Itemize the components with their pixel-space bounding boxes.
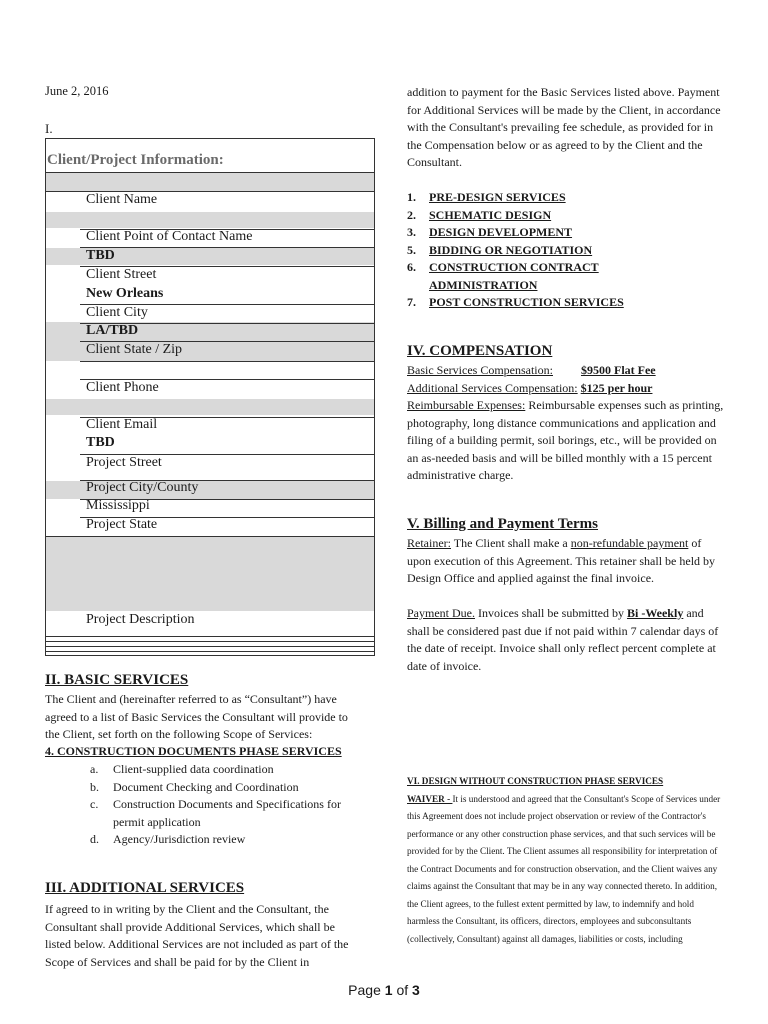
form-rule <box>46 641 374 642</box>
payment-due-paragraph: Payment Due. Invoices shall be submitted by Bi -Weekly and shall be considered past due if not paid within 7 calendar days of the date of receipt. Invoice shall only reflect percent complete at date of invoice. <box>407 606 719 673</box>
client-city-value: LA/TBD <box>86 323 139 338</box>
retainer-paragraph: Retainer: The Client shall make a non-refundable payment of upon execution of this Agreement. This retainer shall be held by Design Office and applied against the final invoice. <box>407 536 716 585</box>
billing-payment-heading: V. Billing and Payment Terms <box>407 516 599 532</box>
page-total: 3 <box>412 982 420 998</box>
section-6-body: WAIVER - It is understood and agreed that the Consultant's Scope of Services under this Agreement does not include project observation or review of the Contractor's performance or any other construction phase services, and that such services will be provided for by the Client. The Client assumes all responsibility for interpretation of the Contract Documents and for construction observation, and the Client waives any claims against the Consultant that may be in any way connected thereto. In addition, the Client agrees, to the fullest extent permitted by law, to indemnify and hold harmless the Consultant, its officers, directors, employees and subconsultants (collectively, Consultant) against all damages, liabilities or costs, including <box>407 793 721 944</box>
form-rule <box>46 636 374 637</box>
construction-docs-subheading: 4. CONSTRUCTION DOCUMENTS PHASE SERVICES <box>45 744 342 758</box>
client-contact-value: TBD <box>86 248 115 263</box>
basic-services-list <box>90 761 360 849</box>
additional-services-continued: addition to payment for the Basic Services listed above. Payment for Additional Services will be made by the Client, in accordance with the Consultant's prevailing fee schedule, as provided for in the Compensation below or as agreed to by the Client and the Consultant. <box>407 85 721 169</box>
additional-services-heading: III. ADDITIONAL SERVICES <box>45 880 245 896</box>
client-phone-label: Client Phone <box>86 380 159 395</box>
basic-services-heading: II. BASIC SERVICES <box>45 672 189 688</box>
additional-services-body: If agreed to in writing by the Client and the Consultant, the Consultant shall provide Additional Services, which shall be listed below. Additional Services are not included as part of the Scope of Services and shall be paid for by the Client in <box>45 902 349 969</box>
compensation-heading: IV. COMPENSATION <box>407 343 553 359</box>
form-rule <box>46 646 374 647</box>
additional-services-list <box>407 189 707 312</box>
list-item: 7. POST CONSTRUCTION SERVICES <box>407 295 624 309</box>
project-city-county-label: Project City/County <box>86 480 199 495</box>
project-city-county-value: Mississippi <box>86 498 150 513</box>
client-city-label: Client City <box>86 305 148 320</box>
additional-compensation-row: Additional Services Compensation: $125 per hour <box>407 380 653 395</box>
compensation-block <box>407 362 727 485</box>
list-item: c. Construction Documents and Specifications for permit application <box>90 797 341 829</box>
project-description-label: Project Description <box>86 612 195 627</box>
list-item: 3. DESIGN DEVELOPMENT <box>407 225 573 239</box>
page-number: 1 <box>384 982 393 998</box>
form-rule <box>80 361 374 362</box>
client-email-label: Client Email <box>86 417 158 432</box>
document-date: June 2, 2016 <box>45 84 109 98</box>
form-band <box>46 399 374 415</box>
reimbursable-expenses-row: Reimbursable Expenses: Reimbursable expenses such as printing, photography, long distance communications and application and filing of a building permit, soil borings, etc., will be provided on an as-needed basis and will be billed monthly with a 15 percent administrative charge. <box>407 398 724 482</box>
project-state-label: Project State <box>86 517 158 532</box>
client-state-zip-label: Client State / Zip <box>86 342 183 357</box>
section-6-heading: VI. DESIGN WITHOUT CONSTRUCTION PHASE SERVICES <box>407 776 664 786</box>
list-item: a. Client-supplied data coordination <box>90 762 274 776</box>
form-band <box>46 536 374 611</box>
list-item: 2. SCHEMATIC DESIGN <box>407 207 552 222</box>
client-project-info-title: Client/Project Information: <box>47 152 224 168</box>
design-without-construction-section <box>407 773 725 948</box>
form-rule <box>46 651 374 652</box>
client-name-label: Client Name <box>86 192 158 207</box>
form-band <box>46 212 374 228</box>
client-email-value: TBD <box>86 435 115 450</box>
basic-services-body: The Client and (hereinafter referred to as “Consultant”) have agreed to a list of Basic Services the Consultant will provide to the Client, set forth on the following Scope of Services: <box>45 692 348 741</box>
form-rule <box>80 247 374 248</box>
section-1-numeral: I. <box>45 121 53 136</box>
basic-compensation-row: Basic Services Compensation: $9500 Flat Fee <box>407 363 656 377</box>
client-street-value: New Orleans <box>86 286 164 301</box>
form-rule <box>46 172 374 173</box>
list-item: 1. PRE-DESIGN SERVICES <box>407 190 566 204</box>
page-footer: Page 1 of 3 <box>348 982 420 998</box>
list-item: 5. BIDDING OR NEGOTIATION <box>407 242 593 257</box>
client-street-label: Client Street <box>86 267 157 282</box>
list-item: b. Document Checking and Coordination <box>90 779 299 794</box>
list-item: d. Agency/Jurisdiction review <box>90 832 246 846</box>
form-band <box>46 172 374 191</box>
list-item: 6. CONSTRUCTION CONTRACT ADMINISTRATION <box>407 260 599 292</box>
form-rule <box>46 536 374 537</box>
client-contact-label: Client Point of Contact Name <box>86 229 253 244</box>
project-street-label: Project Street <box>86 455 162 470</box>
